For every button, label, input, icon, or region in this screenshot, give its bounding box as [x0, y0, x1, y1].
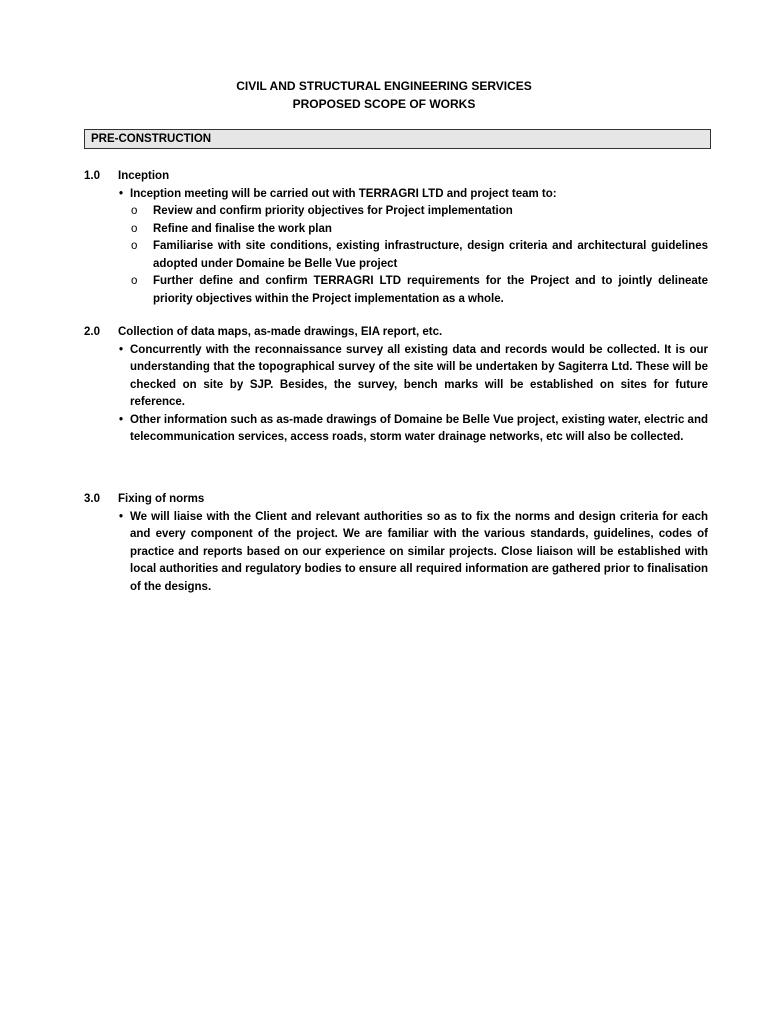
sub-item-text: Familiarise with site conditions, existing infrastructure, design criteria and architectural guidelines adopted under Domaine be Belle Vue project	[153, 240, 708, 270]
bullet-item	[84, 412, 708, 447]
sub-item-text: Review and confirm priority objectives for Project implementation	[153, 205, 513, 217]
bullet-icon: •	[119, 187, 124, 200]
section-title: Inception	[118, 170, 170, 182]
bullet-icon: •	[119, 413, 124, 426]
sub-item-text: Refine and finalise the work plan	[153, 222, 332, 235]
sub-item	[84, 203, 708, 221]
sub-bullet-icon: o	[131, 222, 138, 235]
section-heading	[84, 168, 708, 186]
sub-bullet-icon: o	[131, 275, 138, 287]
document-title: CIVIL AND STRUCTURAL ENGINEERING SERVICES	[236, 79, 532, 93]
bullet-text: Concurrently with the reconnaissance survey all existing data and records would be collected. It is our understanding that the topographical survey of the site will be undertaken by Sagiterra Ltd. These will be checked on site by SJP. Besides, the survey, bench marks will be established on sites for future reference.	[130, 343, 708, 408]
section-title: Collection of data maps, as-made drawings, EIA report, etc.	[118, 326, 443, 338]
section-title: Fixing of norms	[118, 493, 205, 505]
bullet-item	[84, 509, 708, 597]
bullet-icon: •	[119, 510, 124, 523]
phase-label: PRE-CONSTRUCTION	[91, 133, 212, 145]
section-number: 1.0	[84, 170, 100, 182]
section-number: 3.0	[84, 493, 100, 505]
sub-item	[84, 273, 708, 308]
bullet-text: We will liaise with the Client and relevant authorities so as to fix the norms and design criteria for each and every component of the project. We are familiar with the various standards, guidelines, codes of practice and reports based on our experience on similar projects. Close liaison will be established with local authorities and regulatory bodies to ensure all required information are gathered prior to finalisation of the designs.	[130, 510, 708, 593]
bullet-icon: •	[119, 343, 124, 356]
section-number: 2.0	[84, 326, 100, 338]
bullet-text: Other information such as as-made drawings of Domaine be Belle Vue project, existing water, electric and telecommunication services, access roads, storm water drainage networks, etc will also be collected.	[130, 413, 708, 443]
document-subtitle: PROPOSED SCOPE OF WORKS	[292, 97, 476, 111]
sub-item-text: Further define and confirm TERRAGRI LTD requirements for the Project and to jointly delineate priority objectives within the Project implementation as a whole.	[153, 275, 708, 305]
sub-bullet-icon: o	[131, 205, 138, 217]
bullet-item	[84, 342, 708, 412]
sub-item	[84, 238, 708, 273]
section-heading	[84, 324, 708, 342]
sub-bullet-icon: o	[131, 240, 138, 252]
section-heading	[84, 491, 708, 509]
phase-header-box	[84, 129, 711, 149]
section-fixing-of-norms	[84, 491, 708, 596]
section-data-collection	[84, 324, 708, 447]
section-inception	[84, 168, 708, 308]
bullet-text: Inception meeting will be carried out with TERRAGRI LTD and project team to:	[130, 187, 557, 200]
bullet-item	[84, 186, 708, 204]
sub-item	[84, 221, 708, 239]
